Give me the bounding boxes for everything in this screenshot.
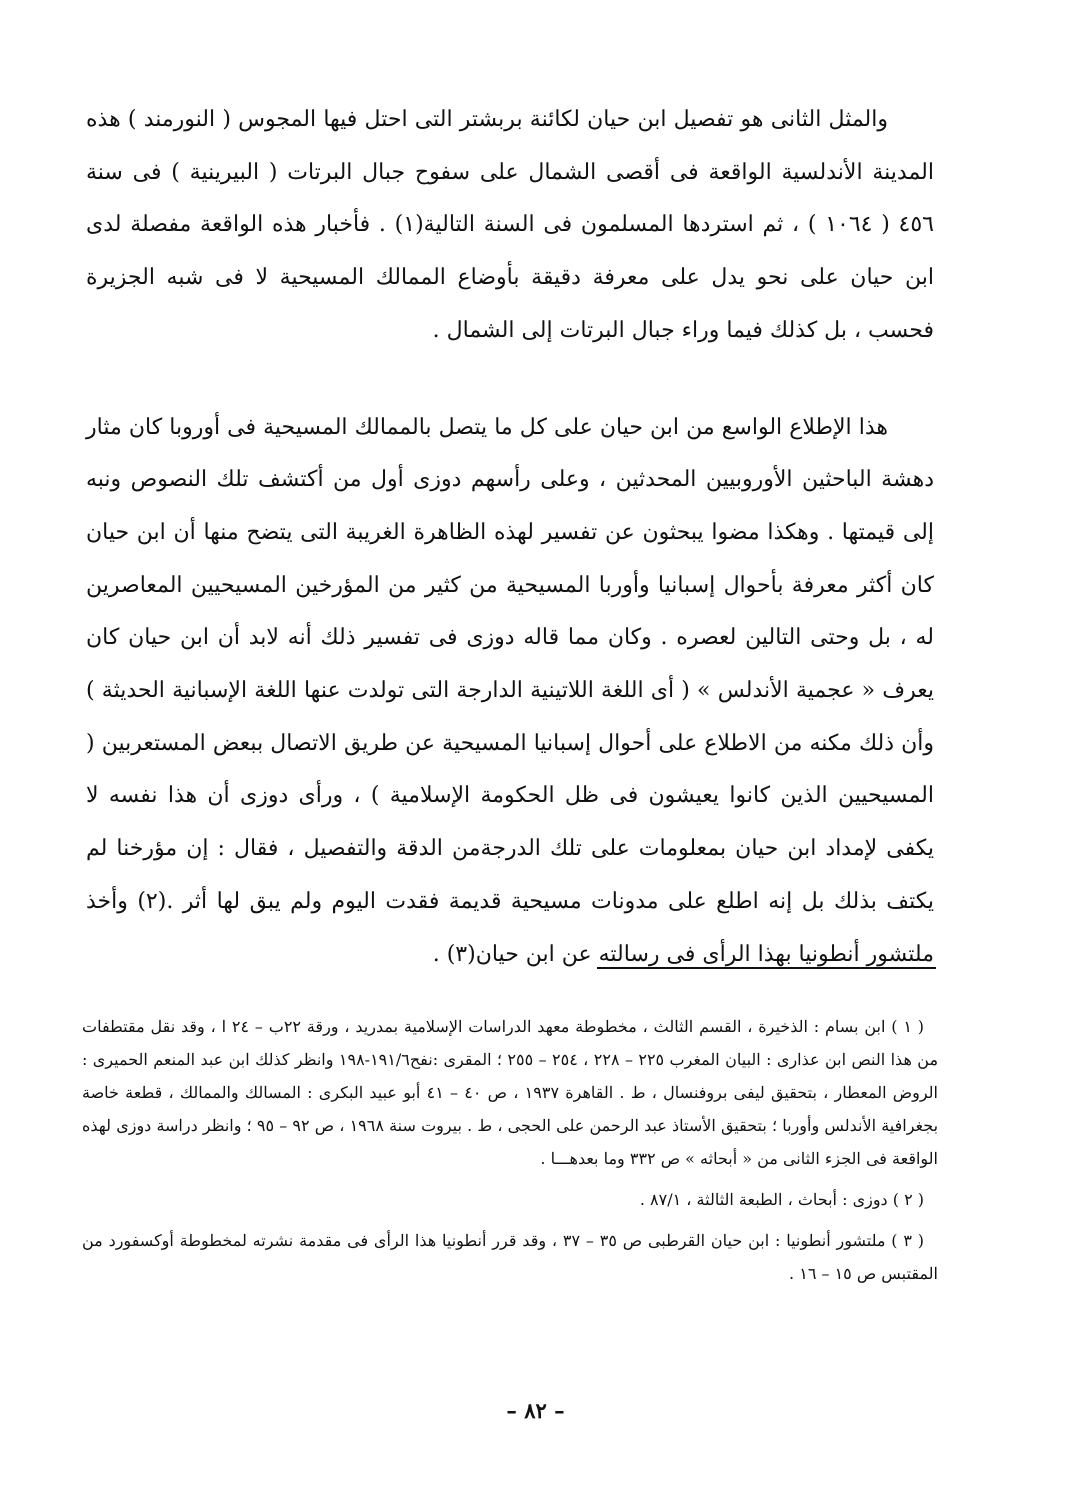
paragraph-2: هذا الإطلاع الواسع من ابن حيان على كل ما يتصل بالممالك المسيحية فى أوروبا كان مثار دهشة الباحثين الأوروبيين المحدثين ، وعلى رأسهم دوزى أول من أكتشف تلك النصوص ونبه إلى قيمتها . وهكذا مضوا يبحثون عن تفسير لهذه الظاهرة الغريبة التى يتضح منها أن ابن حيان كان أكثر معرفة بأحوال إسبانيا وأوربا المسيحية من كثير من المؤرخين المسيحيين المعاصرين له ، بل وحتى التالين لعصره . وكان مما قاله دوزى فى تفسير ذلك أنه لابد أن ابن حيان كان يعرف « عجمية الأندلس » ( أى اللغة اللاتينية الدارجة التى تولدت عنها اللغة الإسبانية الحديثة ) وأن ذلك مكنه من الاطلاع على أحوال إسبانيا المسيحية عن طريق الاتصال ببعض المستعربين ( المسيحيين الذين كانوا يعيشون فى ظل الحكومة الإسلامية ) ، ورأى دوزى أن هذا نفسه لا يكفى لإمداد ابن حيان بمعلومات على تلك الدرجةمن الدقة والتفصيل ، فقال : إن مؤرخنا لم يكتف بذلك بل إنه اطلع على مدونات مسيحية قديمة فقدت اليوم ولم يبق لها أثر .(٢) وأخذ ملتشور أنطونيا بهذا الرأى فى رسالته عن ابن حيان(٣) . bbox=[86, 414, 934, 967]
footnote-1: ( ١ ) ابن بسام : الذخيرة ، القسم الثالث ، مخطوطة معهد الدراسات الإسلامية بمدريد ، ورقة ٢٢ب – ٢٤ ا ، وقد نقل مقتطفات من هذا النص ابن عذارى : البيان المغرب ٢٢٥ – ٢٢٨ ، ٢٥٤ – ٢٥٥ ؛ المقرى :نفح١٩١/٦-١٩٨ وانظر كذلك ابن عبد المنعم الحميرى : الروض المعطار ، بتحقيق ليفى بروفنسال ، ط . القاهرة ١٩٣٧ ، ص ٤٠ – ٤١ أبو عبيد البكرى : المسالك والممالك ، قطعة خاصة بجغرافية الأندلس وأوربا ؛ بتحقيق الأستاذ عبد الرحمن على الحجى ، ط . بيروت سنة ١٩٦٨ ، ص ٩٢ – ٩٥ ؛ وانظر دراسة دوزى لهذه الواقعة فى الجزء الثانى من « أبحاثه » ص ٣٣٢ وما بعدهـــا . bbox=[82, 1017, 939, 1168]
footnote-2: ( ٢ ) دوزى : أبحاث ، الطبعة الثالثة ، ٨٧/١ . bbox=[639, 1190, 924, 1209]
footnote-3: ( ٣ ) ملتشور أنطونيا : ابن حيان القرطبى ص ٣٥ – ٣٧ ، وقد قرر أنطونيا هذا الرأى فى مقدمة نشرته لمخطوطة أوكسفورد من المقتبس ص ١٥ – ١٦ . bbox=[82, 1231, 938, 1283]
paragraph-1: والمثل الثانى هو تفصيل ابن حيان لكائنة بربشتر التى احتل فيها المجوس ( النورمند ) هذه المدينة الأندلسية الواقعة فى أقصى الشمال على سفوح جبال البرتات ( البيرينية ) فى سنة ٤٥٦ ( ١٠٦٤ ) ، ثم استردها المسلمون فى السنة التالية(١) . فأخبار هذه الواقعة مفصلة لدى ابن حيان على نحو يدل على معرفة دقيقة بأوضاع الممالك المسيحية لا فى شبه الجزيرة فحسب ، بل كذلك فيما وراء جبال البرتات إلى الشمال . bbox=[86, 107, 934, 343]
footnote-separator bbox=[597, 967, 936, 969]
footnotes bbox=[82, 1010, 938, 1290]
page-number: – ٨٢ – bbox=[506, 1398, 565, 1423]
main-text bbox=[86, 94, 934, 981]
